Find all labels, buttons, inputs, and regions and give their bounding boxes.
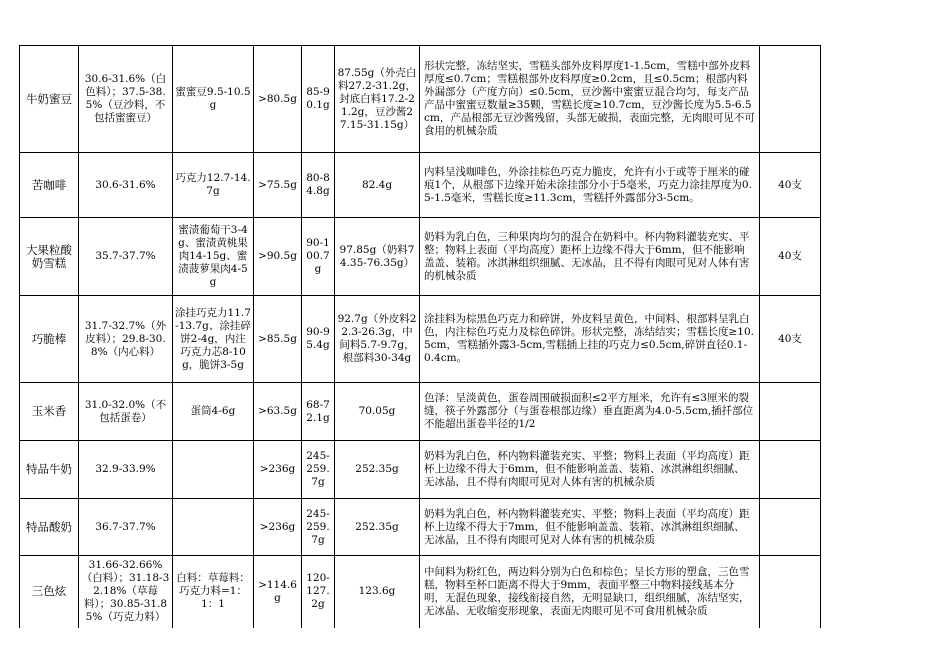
ingredient-spec: [173, 441, 254, 499]
ingredient-spec: 巧克力12.7-14.7g: [173, 153, 254, 218]
package-qty: [760, 556, 821, 628]
table-row: [20, 218, 821, 296]
fat-range: 31.7-32.7%（外皮料）；29.8-30.8%（内心料）: [79, 296, 173, 383]
weight-range: 90-95.4g: [302, 296, 335, 383]
table-row: [20, 46, 821, 153]
package-qty: [760, 441, 821, 499]
net-weight: 97.85g（奶料74.35-76.35g）: [335, 218, 420, 296]
quality-requirement: 形状完整，冻结坚实，雪糕头部外皮料厚度1-1.5cm，雪糕中部外皮料厚度≤0.7cm；雪糕根部外皮料厚度≥0.2cm，且≤0.5cm；根部内料外漏部分（产度方向）≤0.5cm，豆沙酱中蜜蜜豆混合均匀，每支产品产品中蜜蜜豆数量≥35颗，雪糕长度≥10.7cm，豆沙酱长度为5.5-6.5cm，产品根部无豆沙酱残留，头部无破损，表面完整，无肉眼可见不可食用的机械杂质: [420, 46, 760, 153]
ingredient-spec: 涂挂巧克力11.7-13.7g、涂挂碎饼2-4g，内注巧克力芯8-10g，脆饼3-5g: [173, 296, 254, 383]
package-qty: 40支: [760, 296, 821, 383]
gross-weight: >236g: [254, 441, 302, 499]
package-qty: 40支: [760, 218, 821, 296]
weight-range: 245-259.7g: [302, 441, 335, 499]
product-name: 玉米香: [20, 383, 79, 441]
fat-range: 30.6-31.6%: [79, 153, 173, 218]
gross-weight: >80.5g: [254, 46, 302, 153]
quality-requirement: 奶料为乳白色，三种果肉均匀的混合在奶料中。杯内物料灌装充实、平整；物料上表面（平均高度）距杯上边缘不得大于6mm，但不能影响盖盖、装箱。冰淇淋组织细腻、无冰晶，且不得有肉眼可见对人体有害的机械杂质: [420, 218, 760, 296]
weight-range: 120-127.2g: [302, 556, 335, 628]
quality-requirement: 奶料为乳白色，杯内物料灌装充实、平整；物料上表面（平均高度）距杯上边缘不得大于7mm，但不能影响盖盖、装箱、冰淇淋组织细腻、无冰晶，且不得有肉眼可见对人体有害的机械杂质: [420, 499, 760, 556]
gross-weight: >85.5g: [254, 296, 302, 383]
table-row: [20, 296, 821, 383]
table-row: [20, 499, 821, 556]
weight-range: 85-90.1g: [302, 46, 335, 153]
weight-range: 90-100.7g: [302, 218, 335, 296]
ingredient-spec: 蜜渍葡萄干3-4g、蜜渍黄桃果肉14-15g、蜜渍菠萝果肉4-5g: [173, 218, 254, 296]
spec-table: [19, 45, 821, 628]
product-name: 大果粒酸奶雪糕: [20, 218, 79, 296]
quality-requirement: 奶料为乳白色，杯内物料灌装充实、平整；物料上表面（平均高度）距杯上边缘不得大于6mm，但不能影响盖盖、装箱、冰淇淋组织细腻、无冰晶，且不得有肉眼可见对人体有害的机械杂质: [420, 441, 760, 499]
fat-range: 30.6-31.6%（白色料）；37.5-38.5%（豆沙料，不包括蜜蜜豆）: [79, 46, 173, 153]
gross-weight: >114.6g: [254, 556, 302, 628]
quality-requirement: 内料呈浅咖啡色，外涂挂棕色巧克力脆皮，允许有小于或等于厘米的碰痕1个，从根部下边缘开始未涂挂部分小于5毫米，巧克力涂挂厚度为0.5-1.5毫米，雪糕长度≥11.3cm，雪糕扦外露部分3-5cm。: [420, 153, 760, 218]
quality-requirement: 涂挂料为棕黑色巧克力和碎饼，外皮料呈黄色，中间料、根部料呈乳白色，内注棕色巧克力及棕色碎饼。形状完整，冻结结实；雪糕长度≥10.5cm，雪糕插外露3-5cm,雪糕插上挂的巧克力≤0.5cm,碎饼直径0.1-0.4cm。: [420, 296, 760, 383]
product-name: 特品牛奶: [20, 441, 79, 499]
net-weight: 92.7g（外皮料22.3-26.3g，中间料5.7-9.7g，根部料30-34g: [335, 296, 420, 383]
product-name: 特品酸奶: [20, 499, 79, 556]
package-qty: 40支: [760, 153, 821, 218]
fat-range: 35.7-37.7%: [79, 218, 173, 296]
net-weight: 252.35g: [335, 499, 420, 556]
ingredient-spec: 白料：草莓料：巧克力料=1：1：1: [173, 556, 254, 628]
table-row: [20, 441, 821, 499]
quality-requirement: 中间料为粉红色，两边料分别为白色和棕色；呈长方形的塑盒，三色雪糕，物料至杯口距离不得大于9mm，表面平整三中物料接线基本分明，无混色现象，接线衔接自然，无明显缺口，组织细腻，冻结坚实，无冰晶、无收缩变形现象，表面无肉眼可见不可食用机械杂质: [420, 556, 760, 628]
table-row: [20, 383, 821, 441]
product-name: 牛奶蜜豆: [20, 46, 79, 153]
net-weight: 123.6g: [335, 556, 420, 628]
product-name: 三色炫: [20, 556, 79, 628]
fat-range: 32.9-33.9%: [79, 441, 173, 499]
package-qty: [760, 499, 821, 556]
weight-range: 68-72.1g: [302, 383, 335, 441]
table-row: [20, 153, 821, 218]
net-weight: 87.55g（外壳白料27.2-31.2g，封底白料17.2-21.2g，豆沙酱27.15-31.15g）: [335, 46, 420, 153]
net-weight: 82.4g: [335, 153, 420, 218]
weight-range: 80-84.8g: [302, 153, 335, 218]
quality-requirement: 色泽：呈淡黄色，蛋卷周围破损面积≤2平方厘米，允许有≤3厘米的裂缝，筷子外露部分（与蛋卷根部边缘）垂直距离为4.0-5.5cm,插扦部位不能超出蛋卷半径的1/2: [420, 383, 760, 441]
fat-range: 31.66-32.66%（白料）；31.18-32.18%（草莓料）；30.85-31.85%（巧克力料）: [79, 556, 173, 628]
gross-weight: >236g: [254, 499, 302, 556]
gross-weight: >75.5g: [254, 153, 302, 218]
package-qty: [760, 383, 821, 441]
product-name: 苦咖啡: [20, 153, 79, 218]
package-qty: [760, 46, 821, 153]
gross-weight: >90.5g: [254, 218, 302, 296]
fat-range: 36.7-37.7%: [79, 499, 173, 556]
product-name: 巧脆棒: [20, 296, 79, 383]
fat-range: 31.0-32.0%（不包括蛋卷）: [79, 383, 173, 441]
ingredient-spec: 蜜蜜豆9.5-10.5g: [173, 46, 254, 153]
weight-range: 245-259.7g: [302, 499, 335, 556]
ingredient-spec: 蛋筒4-6g: [173, 383, 254, 441]
table-row: [20, 556, 821, 628]
net-weight: 70.05g: [335, 383, 420, 441]
ingredient-spec: [173, 499, 254, 556]
gross-weight: >63.5g: [254, 383, 302, 441]
net-weight: 252.35g: [335, 441, 420, 499]
